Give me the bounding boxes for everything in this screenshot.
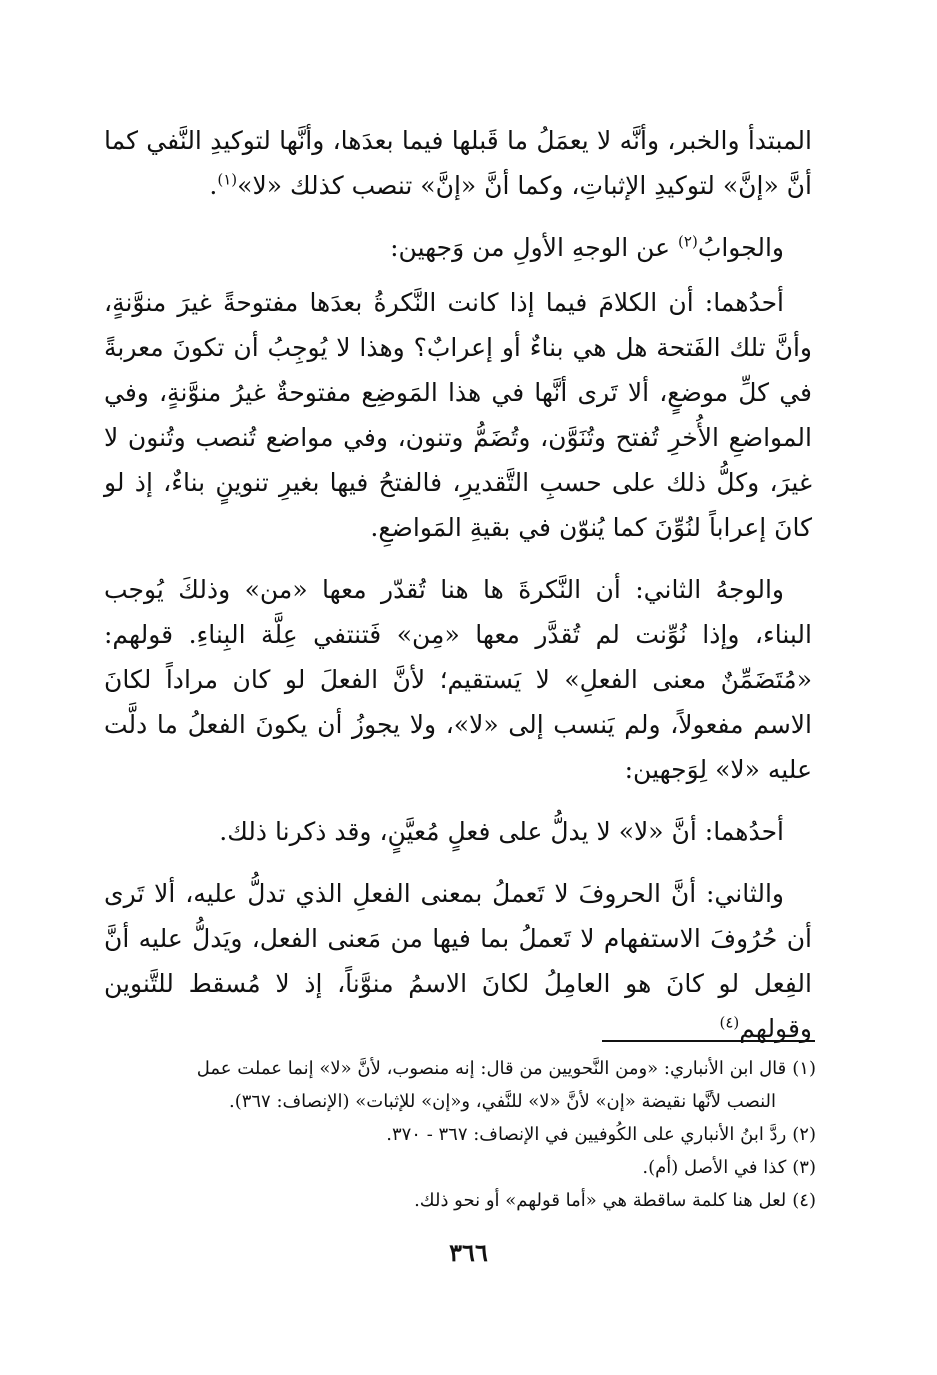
paragraph-1	[104, 118, 812, 208]
footnote-3	[118, 1151, 816, 1184]
paragraph-5: أحدُهما: أنَّ «لا» لا يدلُّ على فعلٍ مُعيَّنٍ، وقد ذكرنا ذلك.	[219, 817, 784, 846]
footnote-number: (٢)	[792, 1124, 816, 1145]
paragraph-2	[104, 225, 812, 270]
footnote-1	[118, 1052, 816, 1085]
paragraph-4: والوجهُ الثاني: أن النَّكرةَ ها هنا تُقدّر معها «من» وذلكَ يُوجب البناء، وإذا نُوِّنت لم تُقدَّر معها «مِن» فَتنتفي عِلَّة البِناءِ. قولهم: «مُتَضَمِّنٌ معنى الفعلِ» لا يَستقيم؛ لأنَّ الفعلَ لو كان مراداً لكانَ الاسم مفعولاً، ولم يَنسب إلى «لا»، ولا يجوزُ أن يكونَ الفعلُ ما دلَّت عليه «لا» لِوَجهين:	[104, 575, 812, 784]
footnote-1-continuation: النصب لأنَّها نقيضة «إن» لأنَّ «لا» للنَّفي، و«إن» للإثبات» (الإنصاف: ٣٦٧).	[228, 1091, 776, 1112]
footnote-text: لعل هنا كلمة ساقطة هي «أما قولهم» أو نحو ذلك.	[414, 1190, 787, 1211]
footnote-text: كذا في الأصل (أم).	[642, 1157, 787, 1178]
paragraph-6	[104, 871, 812, 1051]
footnote-text: ردَّ ابنُ الأنباري على الكُوفيين في الإنصاف: ٣٦٧ - ٣٧٠.	[386, 1124, 787, 1145]
footnote-2	[118, 1118, 816, 1151]
paragraph-text: المبتدأ والخبر، وأنَّه لا يعمَلُ ما قَبلها فيما بعدَها، وأنَّها لتوكيدِ النَّفي كما أنَّ «إنَّ» لتوكيدِ الإثباتِ، وكما أنَّ «إنَّ» تنصب كذلك «لا»	[104, 126, 812, 200]
footnote-ref-4: (٤)	[719, 1013, 740, 1032]
paragraph-3: أحدُهما: أن الكلامَ فيما إذا كانت النَّكرةُ بعدَها مفتوحةً غيرَ منوَّنةٍ، وأنَّ تلك الفَتحة هل هي بناءٌ أو إعرابٌ؟ وهذا لا يُوجِبُ أن تكونَ معربةً في كلِّ موضعٍ، ألا تَرى أنَّها في هذا المَوضِع مفتوحةٌ غيرُ منوَّنةٍ، وفي المواضعِ الأُخرِ تُفتح وتُنَوَّن، وتُضَمُّ وتنون، وفي مواضع تُنصب وتُنون لا غيرَ، وكلُّ ذلك على حسبِ التَّقديرِ، فالفتحُ فيها بغيرِ تنوينٍ بناءٌ، إذ لو كانَ إعراباً لنُوِّنَ كما يُنوّن في بقيةِ المَواضعِ.	[104, 288, 812, 542]
footnote-ref-2: (٢)	[678, 232, 698, 251]
footnote-text: قال ابن الأنباري: «ومن النَّحويين من قال: إنه منصوب، لأنَّ «لا» إنما عملت عمل	[196, 1058, 787, 1079]
page-number: ٣٦٦	[449, 1238, 488, 1267]
paragraph-text: والجوابُ	[697, 233, 784, 262]
paragraph-end: .	[209, 171, 218, 200]
footnotes	[118, 1052, 816, 1217]
footnote-ref-1: (١)	[217, 170, 238, 189]
paragraph-text-tail: عن الوجهِ الأولِ من وَجهين:	[390, 233, 671, 262]
footnote-4	[118, 1184, 816, 1217]
footnote-number: (١)	[792, 1058, 816, 1079]
main-text	[104, 118, 812, 1068]
footnote-separator	[602, 1040, 815, 1042]
paragraph-text: والثاني: أنَّ الحروفَ لا تَعملُ بمعنى الفعلِ الذي تدلُّ عليه، ألا تَرى أن حُرُوفَ الاستفهام لا تَعملُ بما فيها من مَعنى الفعل، ويَدلُّ عليه أنَّ الفِعل لو كانَ هو العامِلُ لكانَ الاسمُ منوَّناً، إذ لا مُسقط للتَّنوين وقولهم	[104, 879, 812, 1043]
footnote-number: (٤)	[792, 1190, 816, 1211]
footnote-number: (٣)	[792, 1157, 816, 1178]
